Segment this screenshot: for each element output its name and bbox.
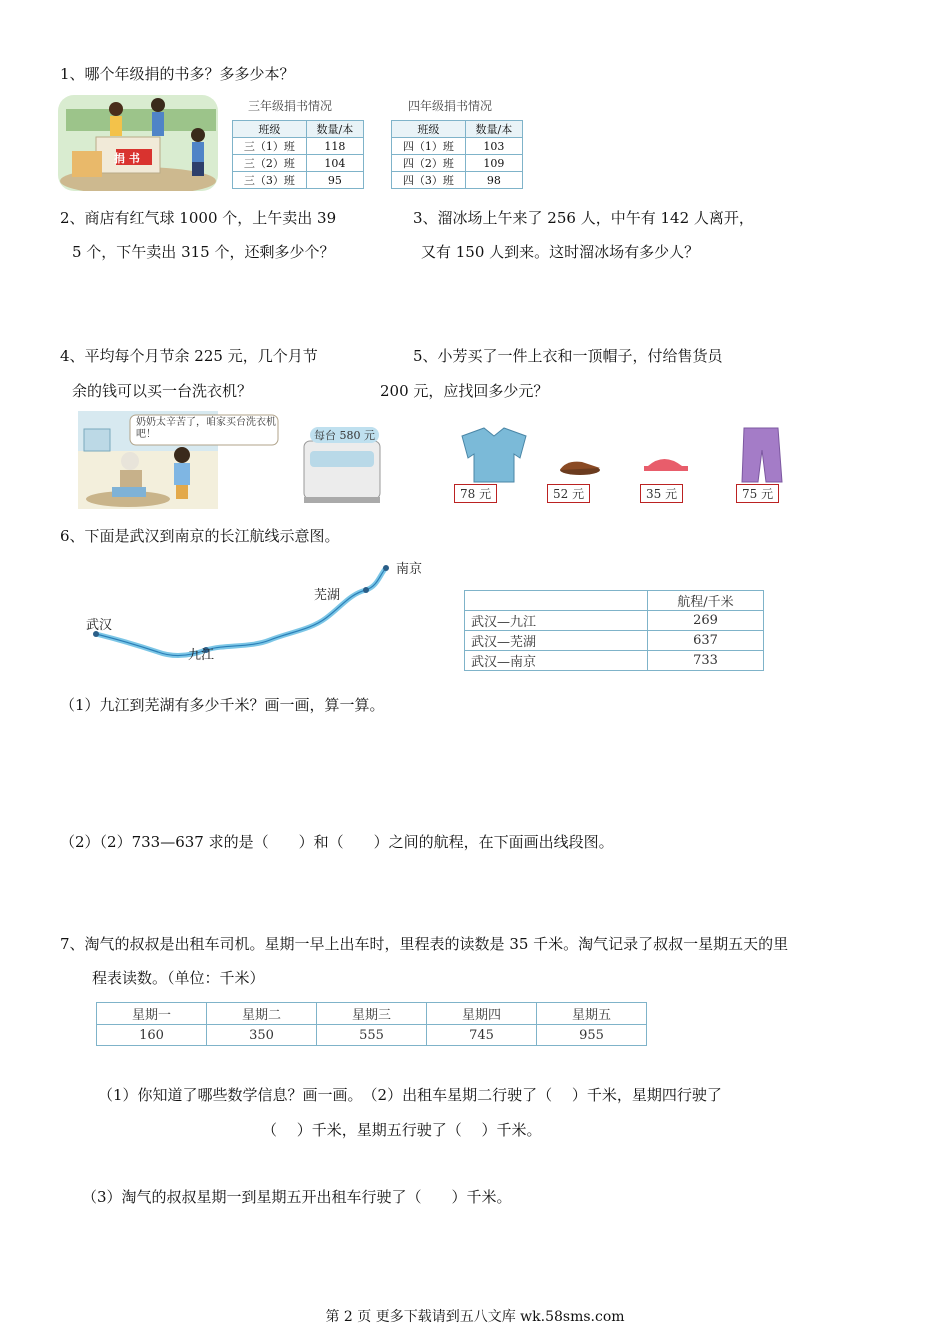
- page-footer: 第 2 页 更多下载请到五八文库 wk.58sms.com: [325, 1309, 625, 1325]
- day-header: 星期四: [427, 1003, 537, 1025]
- table-header: 数量/本: [465, 121, 522, 138]
- grade3-table-title: 三年级捐书情况: [248, 99, 333, 113]
- table-header: 航程/千米: [648, 591, 764, 611]
- table-cell: 269: [648, 611, 764, 631]
- question-6-sub2: （2）（2）733—637 求的是（ ）和（ ）之间的航程，在下面画出线段图。: [60, 833, 614, 851]
- table-cell: 武汉—芜湖: [465, 631, 648, 651]
- day-header: 星期二: [207, 1003, 317, 1025]
- washing-machine-price: 每台 580 元: [310, 427, 379, 443]
- day-header: 星期一: [97, 1003, 207, 1025]
- table-cell: 武汉—南京: [465, 651, 648, 671]
- table-header: 数量/本: [306, 121, 363, 138]
- table-cell: 109: [465, 155, 522, 172]
- question-2-line1: 2、商店有红气球 1000 个，上午卖出 39: [60, 209, 337, 227]
- price-tag-skirt: 75 元: [736, 484, 779, 503]
- question-2-line2: 5 个，下午卖出 315 个，还剩多少个？: [72, 243, 335, 261]
- city-label-wuhan: 武汉: [86, 618, 113, 633]
- grade4-table-title: 四年级捐书情况: [408, 99, 493, 113]
- clothing-price-illustration: [448, 424, 808, 510]
- table-cell: 四（1）班: [392, 138, 466, 155]
- city-label-jiujiang: 九江: [188, 648, 215, 663]
- city-label-nanjing: 南京: [396, 562, 423, 577]
- table-cell: 733: [648, 651, 764, 671]
- yangtze-route-map: [80, 556, 450, 668]
- table-header-empty: [465, 591, 648, 611]
- question-4-line2: 余的钱可以买一台洗衣机？: [72, 382, 253, 400]
- table-cell: 95: [306, 172, 363, 189]
- table-cell: 637: [648, 631, 764, 651]
- table-cell: 三（2）班: [233, 155, 307, 172]
- question-7-line2: 程表读数。（单位：千米）: [92, 969, 265, 987]
- question-7-sub3: （3）淘气的叔叔星期一到星期五开出租车行驶了（ ）千米。: [82, 1188, 512, 1206]
- odometer-reading: 160: [97, 1025, 207, 1046]
- table-cell: 98: [465, 172, 522, 189]
- table-cell: 四（2）班: [392, 155, 466, 172]
- odometer-reading: 955: [537, 1025, 647, 1046]
- price-tag-jacket: 78 元: [454, 484, 497, 503]
- price-tag-shoes: 52 元: [547, 484, 590, 503]
- table-cell: 118: [306, 138, 363, 155]
- book-donation-illustration: [58, 95, 218, 191]
- speech-bubble-text: 奶奶太辛苦了，咱家买台洗衣机吧！: [136, 417, 276, 440]
- question-6-text: 6、下面是武汉到南京的长江航线示意图。: [60, 527, 340, 545]
- odometer-reading: 745: [427, 1025, 537, 1046]
- city-label-wuhu: 芜湖: [314, 588, 341, 603]
- route-distance-table: [464, 590, 764, 671]
- table-header: 班级: [233, 121, 307, 138]
- odometer-table: [96, 1002, 647, 1046]
- question-7-line1: 7、淘气的叔叔是出租车司机。星期一早上出车时，里程表的读数是 35 千米。淘气记录了叔叔一星期五天的里: [60, 935, 789, 953]
- table-header: 班级: [392, 121, 466, 138]
- question-3-line2: 又有 150 人到来。这时溜冰场有多少人？: [421, 243, 700, 261]
- question-5-line2: 200 元，应找回多少元？: [380, 382, 549, 400]
- donation-sign-text: 捐 书: [114, 152, 140, 165]
- table-cell: 103: [465, 138, 522, 155]
- table-cell: 武汉—九江: [465, 611, 648, 631]
- table-cell: 三（1）班: [233, 138, 307, 155]
- question-3-line1: 3、溜冰场上午来了 256 人，中午有 142 人离开，: [413, 209, 754, 227]
- grade3-donation-table: [232, 120, 364, 189]
- price-tag-cap: 35 元: [640, 484, 683, 503]
- grade4-donation-table: [391, 120, 523, 189]
- question-7-sub1: （1）你知道了哪些数学信息？画一画。 （2）出租车星期二行驶了（ ）千米，星期四行驶了: [98, 1086, 722, 1104]
- table-cell: 三（3）班: [233, 172, 307, 189]
- day-header: 星期五: [537, 1003, 647, 1025]
- table-cell: 四（3）班: [392, 172, 466, 189]
- washing-machine-illustration: [78, 411, 430, 509]
- question-5-line1: 5、小芳买了一件上衣和一顶帽子，付给售货员: [413, 347, 723, 365]
- question-6-sub1: （1）九江到芜湖有多少千米？画一画，算一算。: [60, 696, 385, 714]
- question-7-sub2: （ ）千米，星期五行驶了（ ）千米。: [262, 1121, 542, 1139]
- question-1-text: 1、哪个年级捐的书多？多多少本？: [60, 65, 295, 83]
- question-4-line1: 4、平均每个月节余 225 元，几个月节: [60, 347, 318, 365]
- odometer-reading: 350: [207, 1025, 317, 1046]
- table-cell: 104: [306, 155, 363, 172]
- odometer-reading: 555: [317, 1025, 427, 1046]
- day-header: 星期三: [317, 1003, 427, 1025]
